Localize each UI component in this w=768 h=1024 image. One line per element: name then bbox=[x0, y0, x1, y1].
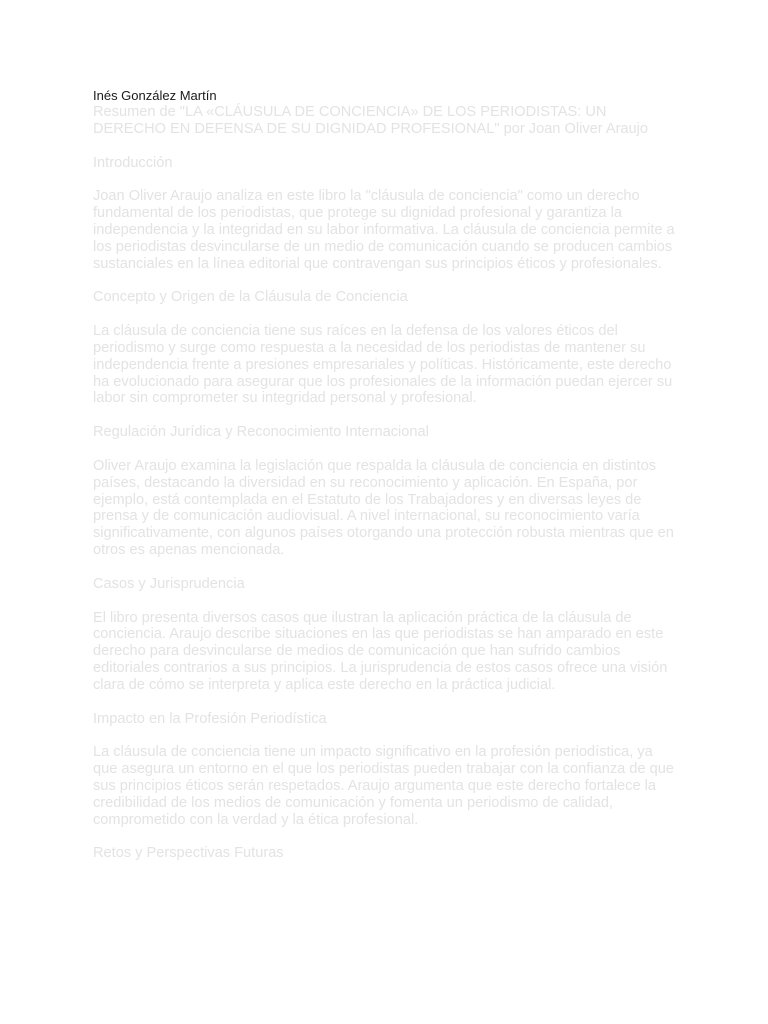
document-title: Resumen de "LA «CLÁUSULA DE CONCIENCIA» DE LOS PERIODISTAS: UN DERECHO EN DEFENSA DE SU DIGNIDAD PROFESIONAL" por Joan Oliver Araujo bbox=[93, 104, 649, 137]
section-heading-introduccion: Introducción bbox=[93, 154, 173, 171]
section-body-introduccion: Joan Oliver Araujo analiza en este libro la "cláusula de conciencia" como un derecho fundamental de los periodistas, que protege su dignidad profesional y garantiza la independencia y la integridad en su labor informativa. La cláusula de conciencia permite a los periodistas desvincularse de un medio de comunicación cuando se producen cambios sustanciales en la línea editorial que contravengan sus principios éticos y profesionales. bbox=[93, 188, 675, 272]
section-heading-impacto: Impacto en la Profesión Periodística bbox=[93, 710, 327, 727]
section-body-regulacion: Oliver Araujo examina la legislación que respalda la cláusula de conciencia en distintos países, destacando la diversidad en su reconocimiento y aplicación. En España, por ejemplo, está contemplada en el Estatuto de los Trabajadores y en diversas leyes de prensa y de comunicación audiovisual. A nivel internacional, su reconocimiento varía significativamente, con algunos países otorgando una protección robusta mientras que en otros es apenas mencionada. bbox=[93, 457, 674, 558]
section-heading-concepto: Concepto y Origen de la Cláusula de Conciencia bbox=[93, 289, 408, 306]
section-heading-regulacion: Regulación Jurídica y Reconocimiento Internacional bbox=[93, 424, 429, 441]
author-name: Inés González Martín bbox=[93, 88, 217, 103]
document-page bbox=[93, 88, 678, 879]
section-heading-retos: Retos y Perspectivas Futuras bbox=[93, 845, 284, 862]
section-heading-casos: Casos y Jurisprudencia bbox=[93, 575, 245, 592]
section-body-casos: El libro presenta diversos casos que ilustran la aplicación práctica de la cláusula de conciencia. Araujo describe situaciones en las que periodistas se han amparado en este derecho para desvincularse de medios de comunicación que han sufrido cambios editoriales contrarios a sus principios. La jurisprudencia de estos casos ofrece una visión clara de cómo se interpreta y aplica este derecho en la práctica judicial. bbox=[93, 609, 668, 693]
section-body-impacto: La cláusula de conciencia tiene un impacto significativo en la profesión periodística, ya que asegura un entorno en el que los periodistas pueden trabajar con la confianza de que sus principios éticos serán respetados. Araujo argumenta que este derecho fortalece la credibilidad de los medios de comunicación y fomenta un periodismo de calidad, comprometido con la verdad y la ética profesional. bbox=[93, 744, 674, 828]
section-body-concepto: La cláusula de conciencia tiene sus raíces en la defensa de los valores éticos del periodismo y surge como respuesta a la necesidad de los periodistas de mantener su independencia frente a presiones empresariales y políticas. Históricamente, este derecho ha evolucionado para asegurar que los profesionales de la información puedan ejercer su labor sin comprometer su integridad personal y profesional. bbox=[93, 323, 673, 407]
